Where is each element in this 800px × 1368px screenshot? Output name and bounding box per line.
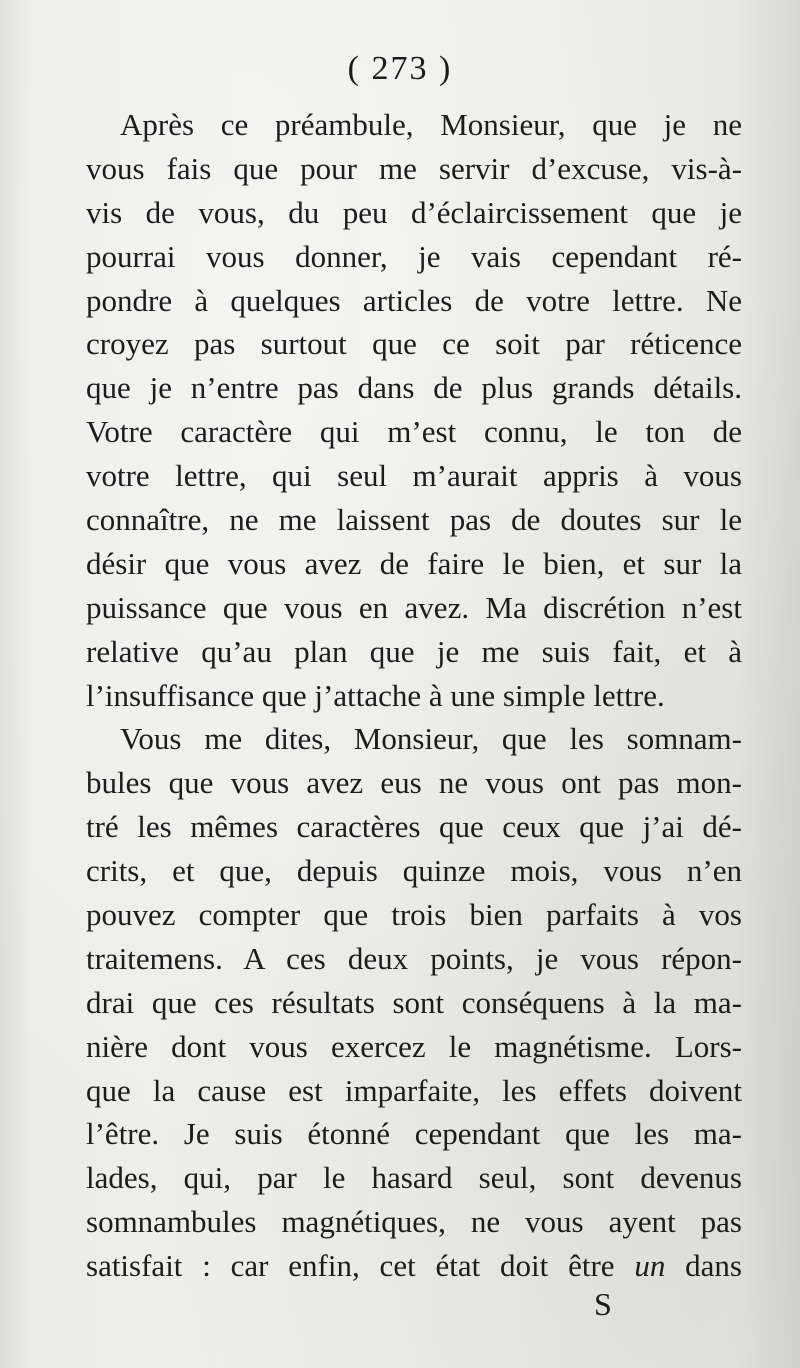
text-line: Votre caractère qui m’est connu, le ton de bbox=[86, 414, 742, 450]
text-line: nière dont vous exercez le magnétisme. Lors- bbox=[86, 1028, 742, 1064]
text-line: votre lettre, qui seul m’aurait appris à vous bbox=[86, 458, 742, 494]
text-line: l’être. Je suis étonné cependant que les ma- bbox=[86, 1116, 742, 1152]
text-line: pouvez compter que trois bien parfaits à vos bbox=[86, 897, 742, 933]
text-line: connaître, ne me laissent pas de doutes sur le bbox=[86, 502, 742, 538]
text-line: pondre à quelques articles de votre lettre. Ne bbox=[86, 282, 742, 318]
text-line: somnambules magnétiques, ne vous ayent pas bbox=[86, 1204, 742, 1240]
text-line: Vous me dites, Monsieur, que les somnam- bbox=[120, 721, 742, 757]
text-line: que je n’entre pas dans de plus grands détails. bbox=[86, 370, 742, 406]
signature-mark: S bbox=[594, 1286, 612, 1322]
text-segment: satisfait : car enfin, cet état doit être bbox=[86, 1248, 635, 1284]
text-line: traitemens. A ces deux points, je vous répon- bbox=[86, 940, 742, 976]
text-line: croyez pas surtout que ce soit par réticence bbox=[86, 326, 742, 362]
text-line: crits, et que, depuis quinze mois, vous n’en bbox=[86, 853, 742, 889]
text-segment: dans bbox=[665, 1248, 742, 1284]
body-text bbox=[86, 103, 742, 1288]
text-line: tré les mêmes caractères que ceux que j’ai dé- bbox=[86, 809, 742, 845]
text-line-final bbox=[86, 1244, 742, 1288]
text-line: pourrai vous donner, je vais cependant ré- bbox=[86, 238, 742, 274]
text-line: drai que ces résultats sont conséquens à la ma- bbox=[86, 984, 742, 1020]
text-line: bules que vous avez eus ne vous ont pas mon- bbox=[86, 765, 742, 801]
text-line: Après ce préambule, Monsieur, que je ne bbox=[120, 107, 742, 142]
text-line: puissance que vous en avez. Ma discrétion n’est bbox=[86, 589, 742, 625]
text-line: lades, qui, par le hasard seul, sont devenus bbox=[86, 1160, 742, 1196]
text-line: désir que vous avez de faire le bien, et sur la bbox=[86, 545, 742, 581]
text-line: relative qu’au plan que je me suis fait, et à bbox=[86, 633, 742, 669]
text-line: vis de vous, du peu d’éclaircissement que je bbox=[86, 194, 742, 230]
text-line: vous fais que pour me servir d’excuse, vis-à- bbox=[86, 150, 742, 186]
page-number: ( 273 ) bbox=[347, 50, 453, 87]
text-line: que la cause est imparfaite, les effets doivent bbox=[86, 1072, 742, 1108]
text-line: l’insuffisance que j’attache à une simple lettre. bbox=[86, 677, 665, 713]
italic-word: un bbox=[634, 1248, 666, 1284]
